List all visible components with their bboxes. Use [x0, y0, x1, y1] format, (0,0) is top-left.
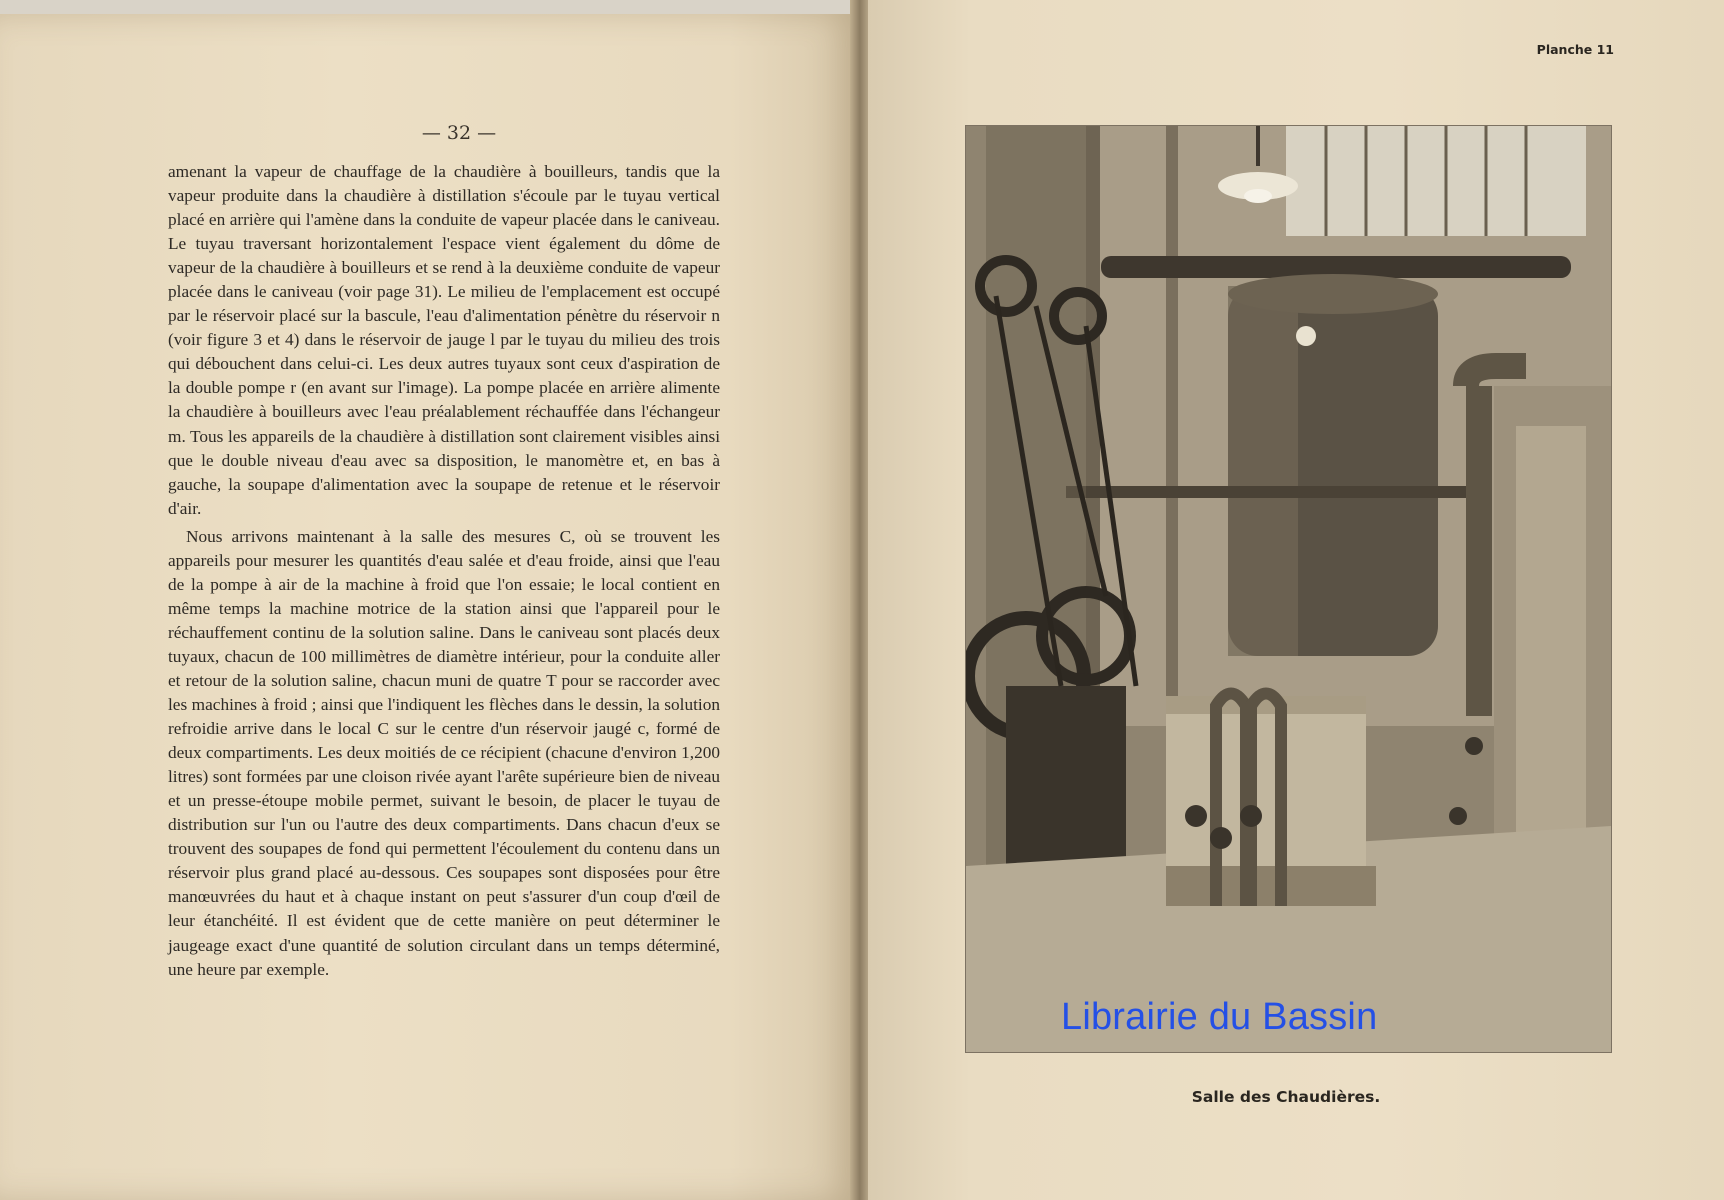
boiler-room-illustration: [966, 126, 1611, 1052]
watermark: Librairie du Bassin: [1061, 996, 1378, 1038]
paragraph-2: Nous arrivons maintenant à la salle des mesures C, où se trouvent les appareils pour mesurer les quantités d'eau salée et d'eau froide, ainsi que l'eau de la pompe à air de la machine à froid que l'on essaie; le local contient en même temps la machine motrice de la station ainsi que l'appareil pour le réchauffement continu de la solution saline. Dans le caniveau sont placés deux tuyaux, chacun de 100 millimètres de diamètre intérieur, pour la conduite aller et retour de la solution saline, chacun muni de quatre T pour se raccorder avec les machines à froid ; ainsi que l'indiquent les flèches dans le dessin, la solution refroidie arrive dans le local C sur le centre d'un réservoir jaugé c, formé de deux compartiments. Les deux moitiés de ce récipient (chacune d'environ 1,200 litres) sont formées par une cloison rivée ayant l'arête supérieure bien de niveau et un presse-étoupe mobile permet, suivant le besoin, de placer le tuyau de distribution sur l'un ou l'autre des deux compartiments. Dans chacun d'eux se trouvent des soupapes de fond qui permettent l'écoulement du contenu dans un réservoir plus grand placé au-dessous. Ces soupapes sont disposées pour être manœuvrées du haut et à chaque instant on peut s'assurer d'un coup d'œil de leur étanchéité. Il est évident que de cette manière on peut déterminer le jaugeage exact d'une quantité de solution circulant dans un temps déterminé, une heure par exemple.: [168, 526, 720, 979]
photo-caption: Salle des Chaudières.: [1191, 1088, 1381, 1106]
plate-label: Planche 11: [1536, 42, 1614, 57]
body-text: [168, 160, 720, 982]
paragraph-1: amenant la vapeur de chauffage de la chaudière à bouilleurs, tandis que la vapeur produite dans la chaudière à distillation s'écoule par le tuyau vertical placé en arrière qui l'amène dans la conduite de vapeur placée dans le caniveau. Le tuyau traversant horizontalement l'espace vient également du dôme de vapeur de la chaudière à bouilleurs et se rend à la deuxième conduite de vapeur placée dans le caniveau (voir page 31). Le milieu de l'emplacement est occupé par le réservoir placé sur la bascule, l'eau d'alimentation pénètre du réservoir n (voir figure 3 et 4) dans le réservoir de jauge l par le tuyau du milieu des trois qui débouchent dans celui-ci. Les deux autres tuyaux sont ceux d'aspiration de la double pompe r (en avant sur l'image). La pompe placée en arrière alimente la chaudière à bouilleurs avec l'eau préalablement réchauffée dans l'échangeur m. Tous les appareils de la chaudière à distillation sont clairement visibles ainsi que le double niveau d'eau avec sa disposition, le manomètre et, en bas à gauche, la soupape d'alimentation avec la soupape de retenue et le réservoir d'air.: [168, 162, 720, 518]
boiler-room-photograph: [966, 126, 1611, 1052]
left-page: [0, 14, 858, 1200]
page-number: — 32 —: [421, 122, 497, 144]
